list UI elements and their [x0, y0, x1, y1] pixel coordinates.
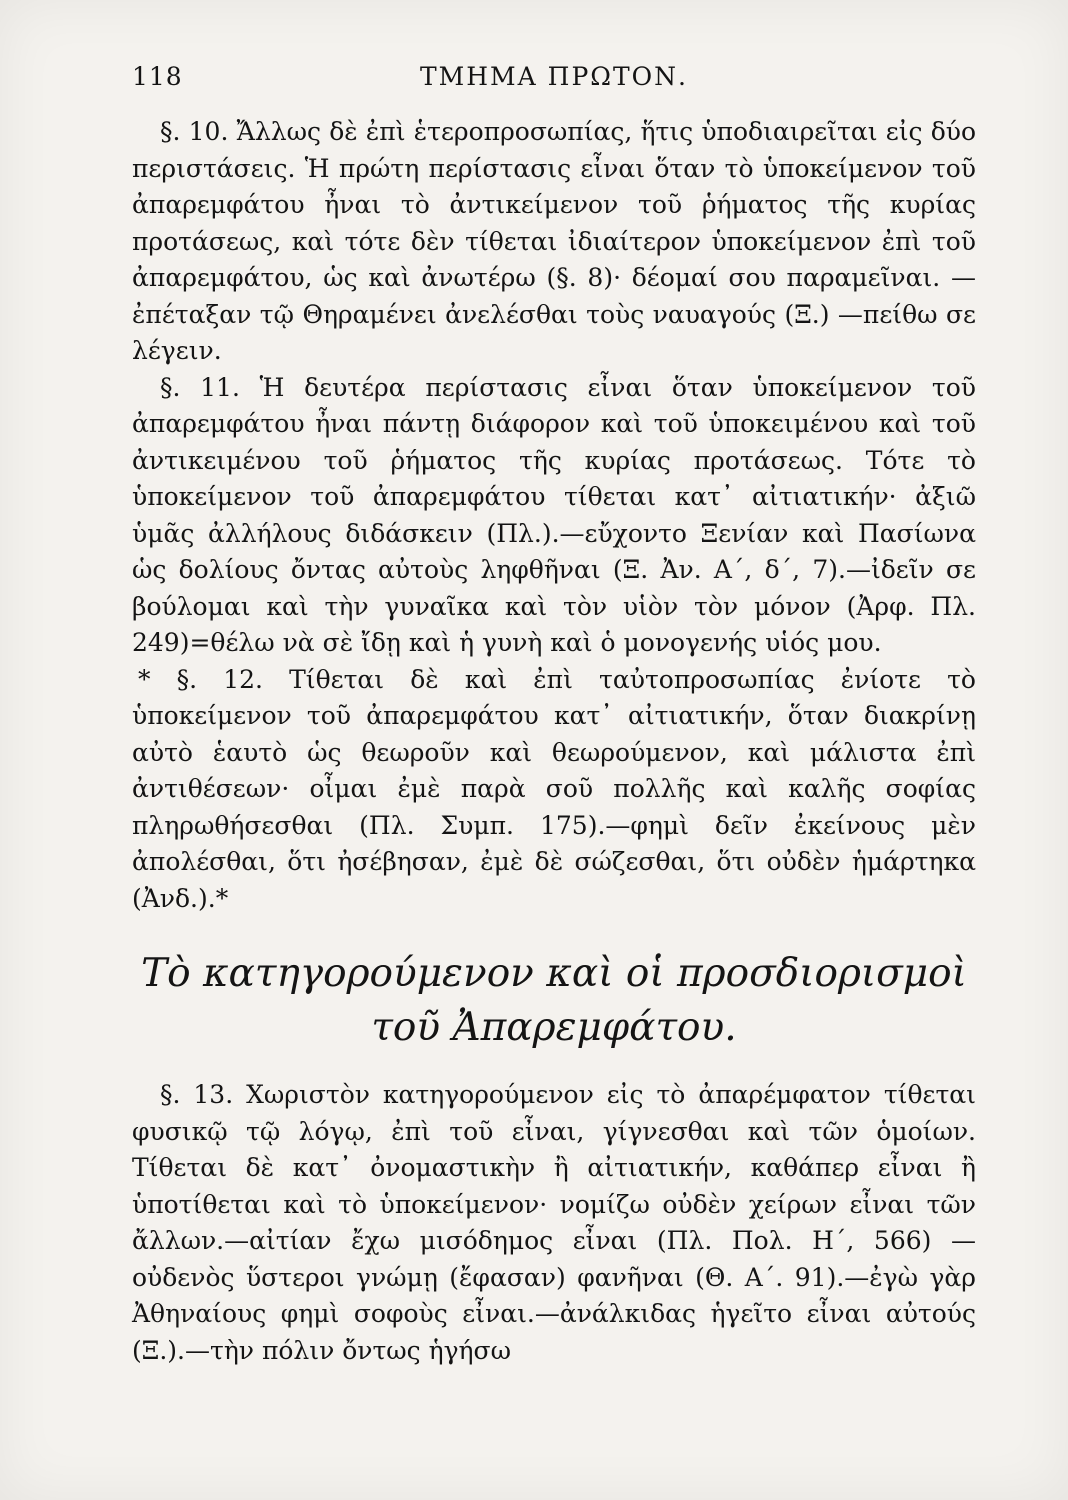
section-heading-line-1: Τὸ κατηγορούμενον καὶ οἱ προσδιορισμοὶ — [141, 951, 967, 996]
paragraph-section-11: §. 11. Ἡ δευτέρα περίστασις εἶναι ὅταν ὑποκείμενον τοῦ ἀπαρεμφάτου ἦναι πάντῃ διάφορον καὶ τοῦ ὑποκειμένου καὶ τοῦ ἀντικειμένου τοῦ ῥήματος τῆς κυρίας προτάσεως. Τότε τὸ ὑποκείμενον τοῦ ἀπαρεμφάτου τίθεται κατ᾽ αἰτιατικήν· ἀξιῶ ὑμᾶς ἀλλήλους διδάσκειν (Πλ.).—εὔχοντο Ξενίαν καὶ Πασίωνα ὡς δολίους ὄντας αὐτοὺς ληφθῆναι (Ξ. Ἀν. Α΄, δ΄, 7).—ἰδεῖν σε βούλομαι καὶ τὴν γυναῖκα καὶ τὸν υἱὸν τὸν μόνον (Ἀρφ. Πλ. 249)=θέλω νὰ σὲ ἴδῃ καὶ ἡ γυνὴ καὶ ὁ μονογενής υἱός μου. — [132, 372, 976, 657]
section-heading — [132, 947, 976, 1055]
running-head — [132, 62, 976, 114]
paragraph-section-10: §. 10. Ἄλλως δὲ ἐπὶ ἑτεροπροσωπίας, ἥτις ὑποδιαιρεῖται εἰς δύο περιστάσεις. Ἡ πρώτη περίστασις εἶναι ὅταν τὸ ὑποκείμενον τοῦ ἀπαρεμφάτου ἦναι τὸ ἀντικείμενον τοῦ ῥήματος τῆς κυρίας προτάσεως, καὶ τότε δὲν τίθεται ἰδιαίτερον ὑποκείμενον ἐπὶ τοῦ ἀπαρεμφάτου, ὡς καὶ ἀνωτέρω (§. 8)· δέομαί σου παραμεῖναι. — ἐπέταξαν τῷ Θηραμένει ἀνελέσθαι τοὺς ναυαγούς (Ξ.) —πείθω σε λέγειν. — [132, 117, 976, 365]
body-text — [132, 114, 976, 1369]
paragraph-section-13: §. 13. Χωριστὸν κατηγορούμενον εἰς τὸ ἀπαρέμφατον τίθεται φυσικῷ τῷ λόγῳ, ἐπὶ τοῦ εἶναι, γίγνεσθαι καὶ τῶν ὁμοίων. Τίθεται δὲ κατ᾽ ὀνομαστικὴν ἢ αἰτιατικήν, καθάπερ εἶναι ἢ ὑποτίθεται καὶ τὸ ὑποκείμενον· νομίζω οὐδὲν χείρων εἶναι τῶν ἄλλων.—αἰτίαν ἔχω μισόδημος εἶναι (Πλ. Πολ. Η΄, 566) —οὐδενὸς ὕστεροι γνώμῃ (ἔφασαν) φανῆναι (Θ. Α΄. 91).—ἐγὼ γὰρ Ἀθηναίους φημὶ σοφοὺς εἶναι.—ἀνάλκιδας ἡγεῖτο εἶναι αὐτούς (Ξ.).—τὴν πόλιν ὄντως ἡγήσω — [132, 1080, 976, 1365]
page-number: 118 — [132, 62, 183, 91]
paragraph-section-12: * §. 12. Τίθεται δὲ καὶ ἐπὶ ταὐτοπροσωπίας ἐνίοτε τὸ ὑποκείμενον τοῦ ἀπαρεμφάτου κατ᾽ αἰτιατικήν, ὅταν διακρίνῃ αὐτὸ ἑαυτὸ ὡς θεωροῦν καὶ θεωρούμενον, καὶ μάλιστα ἐπὶ ἀντιθέσεων· οἶμαι ἐμὲ παρὰ σοῦ πολλῆς καὶ καλῆς σοφίας πληρωθήσεσθαι (Πλ. Συμπ. 175).—φημὶ δεῖν ἐκείνους μὲν ἀπολέσθαι, ὅτι ἠσέβησαν, ἐμὲ δὲ σώζεσθαι, ὅτι οὐδὲν ἡμάρτηκα (Ἀνδ.).* — [132, 664, 976, 913]
section-heading-line-2: τοῦ Ἀπαρεμφάτου. — [371, 1005, 737, 1050]
running-title: ΤΜΗΜΑ ΠΡΩΤΟΝ. — [419, 62, 689, 91]
